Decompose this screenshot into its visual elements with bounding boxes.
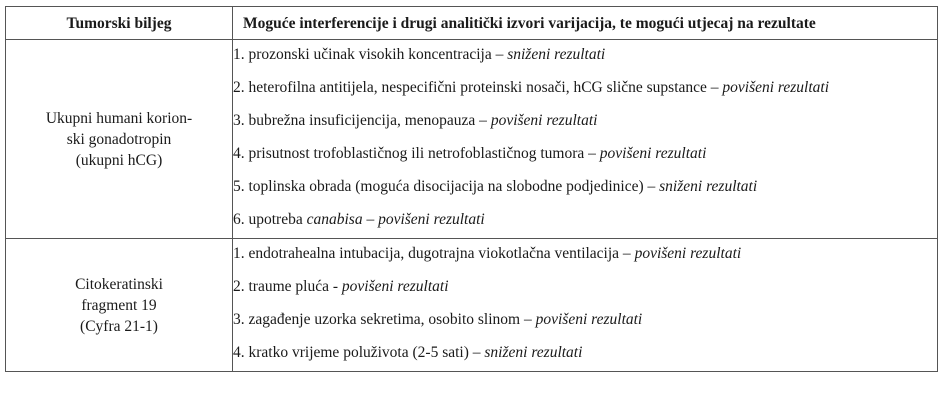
marker-line: Citokeratinski: [75, 275, 163, 293]
header-row: [6, 7, 938, 40]
items-cell-hcg: [233, 40, 938, 239]
list-item: 4. prisutnost trofoblastičnog ili netrofoblastičnog tumora – povišeni rezultati: [233, 145, 707, 162]
effect-label: povišeni rezultati: [341, 278, 449, 295]
effect-label: povišeni rezultati: [378, 211, 485, 228]
marker-line: (ukupni hCG): [75, 151, 163, 169]
effect-label: povišeni rezultati: [599, 145, 707, 162]
effect-label: povišeni rezultati: [535, 311, 643, 328]
effect-label: povišeni rezultati: [490, 112, 598, 129]
effect-label: sniženi rezultati: [484, 344, 583, 361]
header-tumor-marker: Tumorski biljeg: [6, 7, 233, 40]
list-item: 4. kratko vrijeme poluživota (2-5 sati) – sniženi rezultati: [233, 344, 583, 361]
list-item: 2. heterofilna antitijela, nespecifični proteinski nosači, hCG slične supstance – povišeni rezultati: [233, 79, 830, 96]
italic-term: canabisa: [306, 211, 363, 228]
interference-table: [5, 6, 938, 372]
effect-label: povišeni rezultati: [722, 79, 830, 96]
table-row-hcg: [6, 40, 938, 239]
list-item: 3. bubrežna insuficijencija, menopauza – povišeni rezultati: [233, 112, 598, 129]
list-item: 2. traume pluća - povišeni rezultati: [233, 278, 449, 295]
marker-line: (Cyfra 21-1): [80, 317, 158, 335]
marker-cell-cyfra: [6, 239, 233, 372]
header-interferences: Moguće interferencije i drugi analitički izvori varijacija, te mogući utjecaj na rezultate: [233, 7, 938, 40]
marker-line: Ukupni humani korion-: [45, 109, 193, 127]
list-item: 1. endotrahealna intubacija, dugotrajna viokotlačna ventilacija – povišeni rezultati: [233, 245, 742, 262]
table-row-cyfra: [6, 239, 938, 372]
marker-cell-hcg: [6, 40, 233, 239]
marker-line: ski gonadotropin: [66, 130, 172, 148]
items-cell-cyfra: [233, 239, 938, 372]
effect-label: sniženi rezultati: [507, 46, 606, 63]
list-item: 1. prozonski učinak visokih koncentracija – sniženi rezultati: [233, 46, 606, 63]
list-item: 6. upotreba canabisa – povišeni rezultati: [233, 211, 485, 228]
marker-line: fragment 19: [81, 296, 157, 314]
effect-label: povišeni rezultati: [634, 245, 742, 262]
list-item: 5. toplinska obrada (moguća disocijacija na slobodne podjedinice) – sniženi rezultati: [233, 178, 758, 195]
effect-label: sniženi rezultati: [659, 178, 758, 195]
list-item: 3. zagađenje uzorka sekretima, osobito slinom – povišeni rezultati: [233, 311, 643, 328]
